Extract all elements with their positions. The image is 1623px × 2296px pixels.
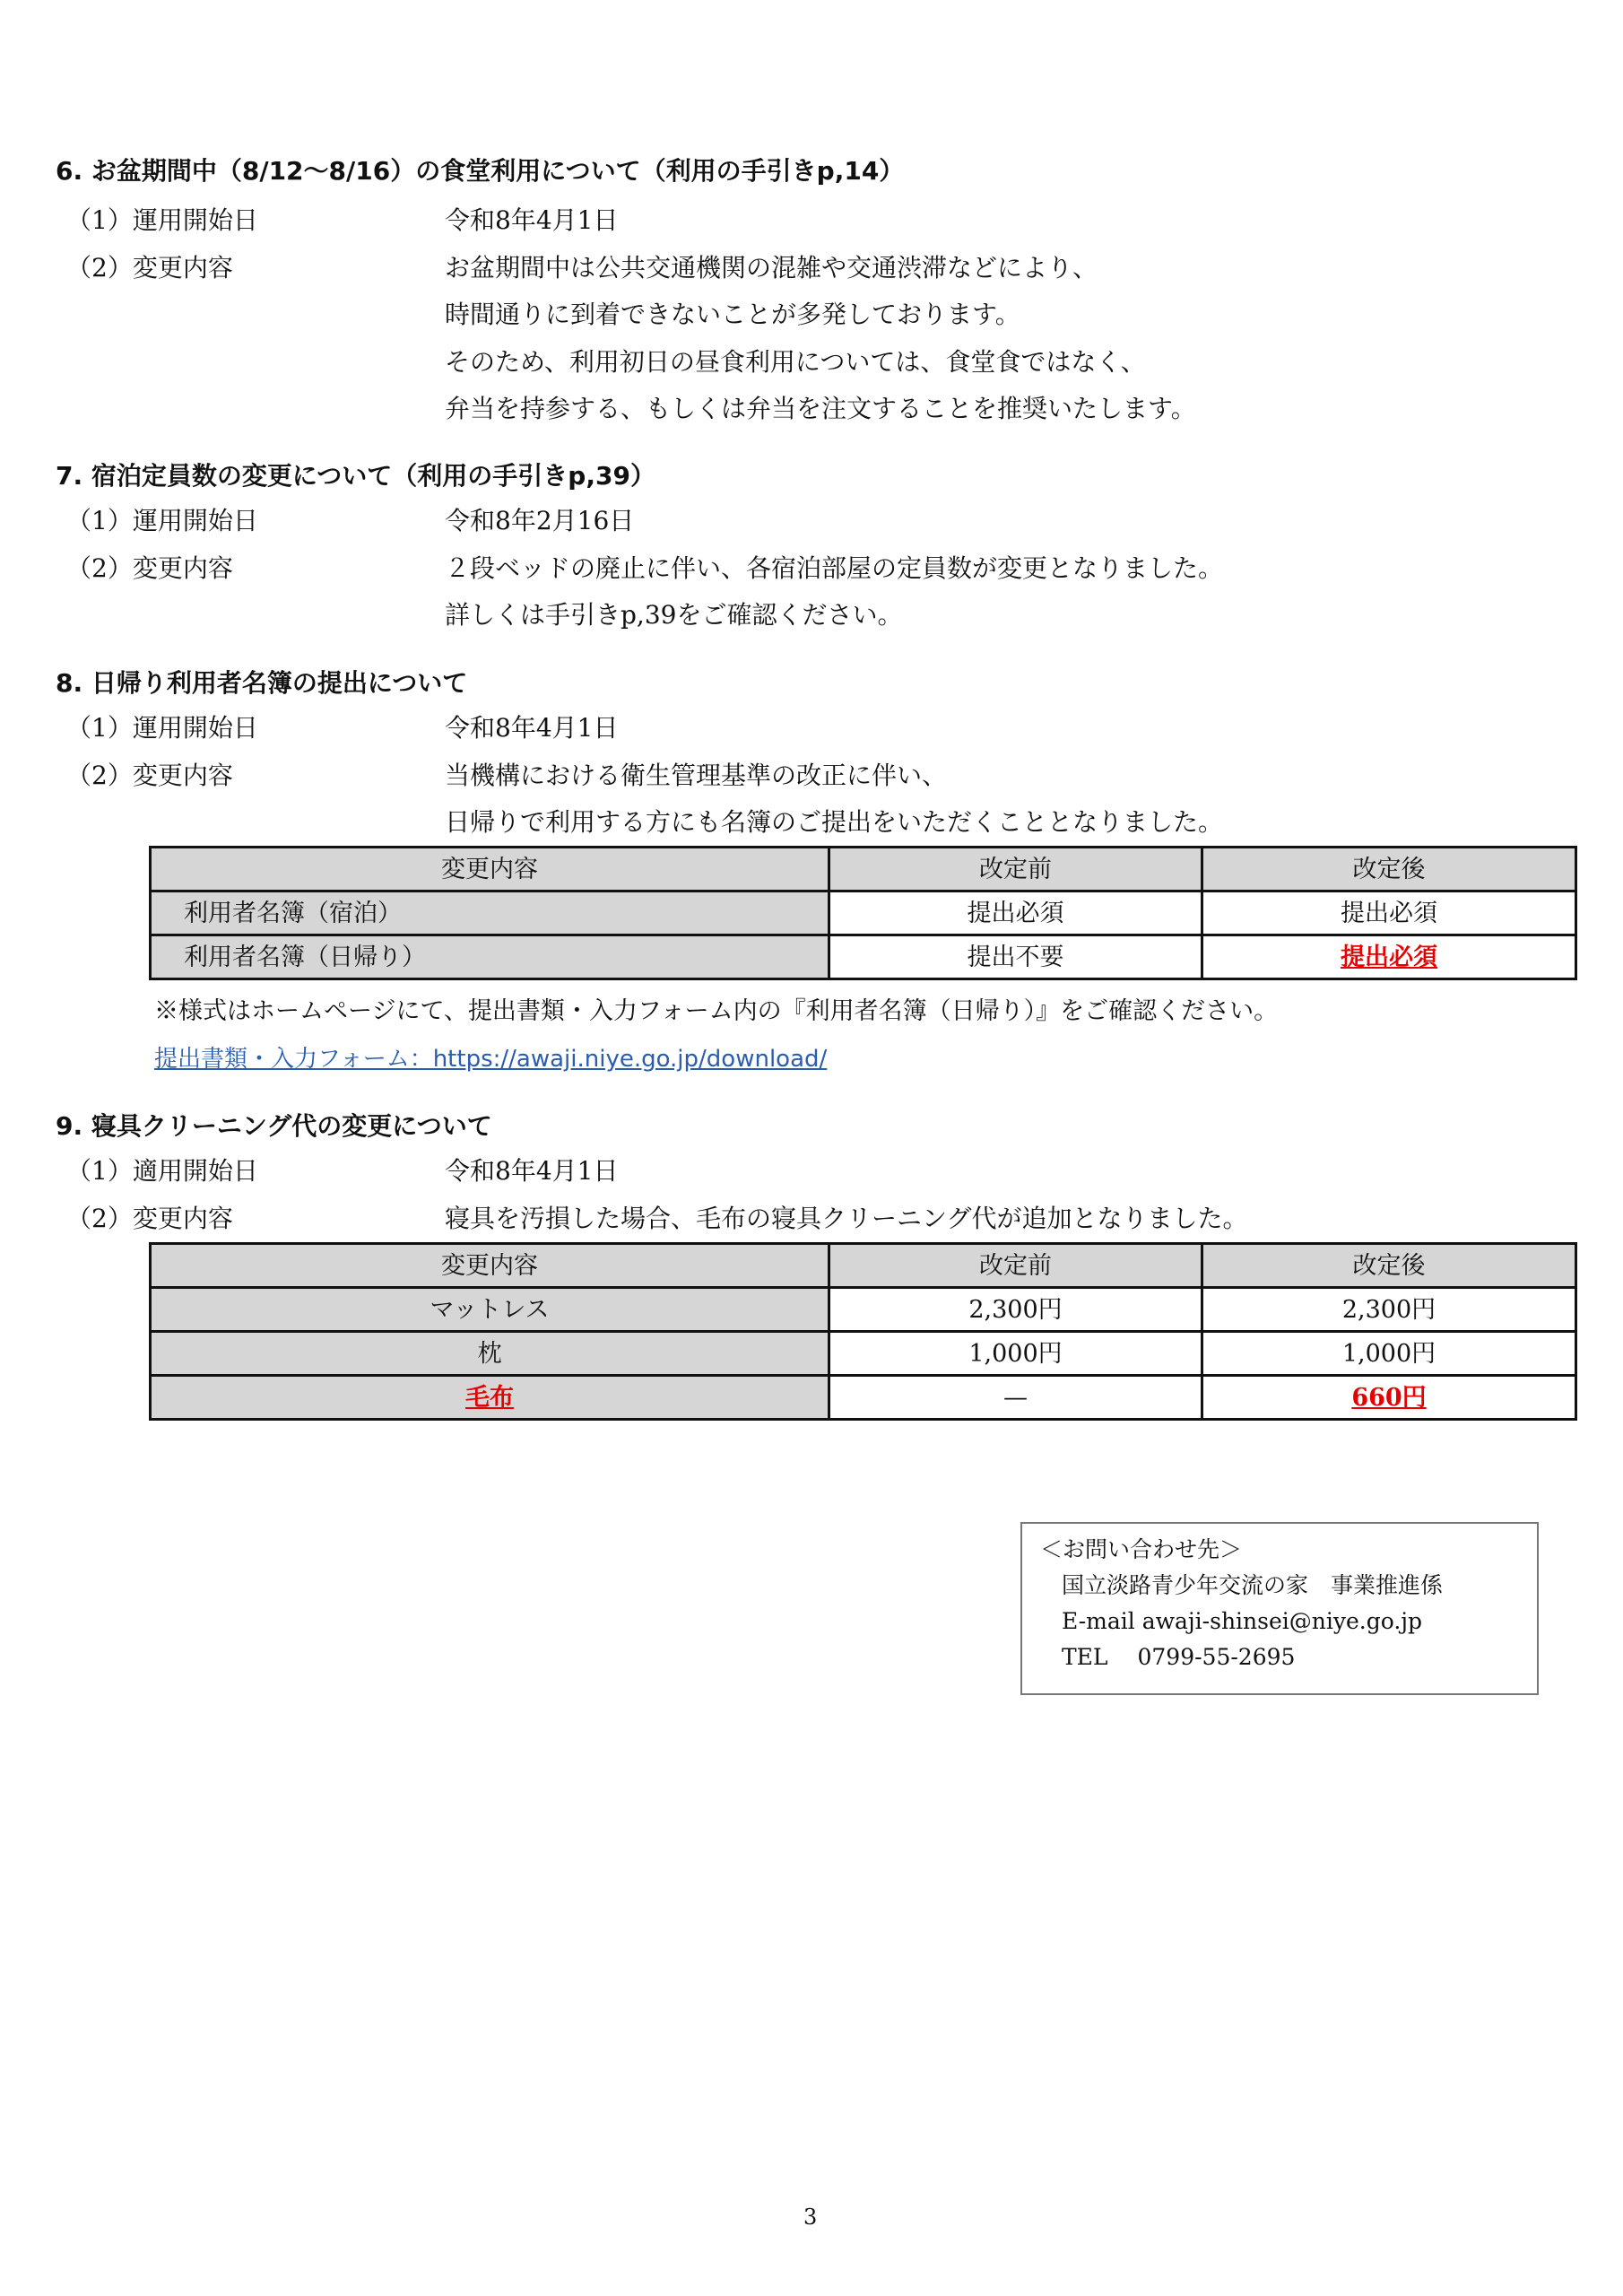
table-cell: マットレス (151, 1288, 829, 1332)
section-8-change-label: （2）変更内容 (66, 761, 233, 790)
table-cell: 枕 (151, 1332, 829, 1376)
section-7-line: 詳しくは手引きp,39をご確認ください。 (445, 600, 903, 630)
highlight-text: 660円 (1351, 1383, 1427, 1412)
section-8-heading: 8. 日帰り利用者名簿の提出について (56, 668, 468, 698)
table-header-cell: 変更内容 (151, 848, 829, 891)
roster-table (149, 846, 1577, 980)
section-7-heading: 7. 宿泊定員数の変更について（利用の手引きp,39） (56, 461, 655, 491)
table-header-cell: 改定後 (1202, 848, 1576, 891)
table-header-cell: 改定前 (829, 848, 1202, 891)
table-header-cell: 変更内容 (151, 1244, 829, 1288)
table-cell-highlight (151, 1376, 829, 1420)
section-6-line: お盆期間中は公共交通機関の混雑や交通渋滞などにより、 (445, 253, 1098, 283)
section-7-line: ２段ベッドの廃止に伴い、各宿泊部屋の定員数が変更となりました。 (445, 553, 1224, 583)
section-8-start-date: 令和8年4月1日 (445, 713, 619, 743)
table-header-row (151, 848, 1576, 891)
table-row (151, 1288, 1576, 1332)
section-6-change-label: （2）変更内容 (66, 253, 233, 283)
contact-tel: TEL 0799-55-2695 (1062, 1644, 1296, 1670)
section-6-line: そのため、利用初日の昼食利用については、食堂食ではなく、 (445, 347, 1146, 377)
table-cell: 1,000円 (829, 1332, 1202, 1376)
section-6-line: 弁当を持参する、もしくは弁当を注文することを推奨いたします。 (445, 394, 1196, 423)
section-9-line: 寝具を汚損した場合、毛布の寝具クリーニング代が追加となりました。 (445, 1204, 1248, 1233)
table-cell: 2,300円 (1202, 1288, 1576, 1332)
section-8-line: 当機構における衛生管理基準の改正に伴い、 (445, 761, 948, 790)
table-cell: 提出必須 (829, 891, 1202, 935)
section-8-line: 日帰りで利用する方にも名簿のご提出をいただくこととなりました。 (445, 807, 1224, 837)
section-8-note: ※様式はホームページにて、提出書類・入力フォーム内の『利用者名簿（日帰り）』をご確認ください。 (154, 997, 1279, 1025)
table-cell: 利用者名簿（宿泊） (151, 891, 829, 935)
section-6-heading: 6. お盆期間中（8/12〜8/16）の食堂利用について（利用の手引きp,14） (56, 156, 905, 186)
section-6-start-label: （1）運用開始日 (66, 205, 258, 235)
contact-title: ＜お問い合わせ先＞ (1040, 1536, 1243, 1562)
section-6-start-date: 令和8年4月1日 (445, 205, 619, 235)
download-link[interactable]: 提出書類・入力フォーム：https://awaji.niye.go.jp/download/ (154, 1046, 828, 1073)
table-header-row (151, 1244, 1576, 1288)
contact-org: 国立淡路青少年交流の家 事業推進係 (1062, 1572, 1444, 1598)
cleaning-fee-table (149, 1242, 1577, 1421)
table-row (151, 1332, 1576, 1376)
table-cell: — (829, 1376, 1202, 1420)
table-row (151, 1376, 1576, 1420)
table-cell: 利用者名簿（日帰り） (151, 935, 829, 979)
section-9-start-label: （1）適用開始日 (66, 1156, 258, 1186)
table-header-cell: 改定前 (829, 1244, 1202, 1288)
section-6-line: 時間通りに到着できないことが多発しております。 (445, 300, 1020, 329)
table-cell-highlight (1202, 935, 1576, 979)
table-header-cell: 改定後 (1202, 1244, 1576, 1288)
table-cell: 提出必須 (1202, 891, 1576, 935)
highlight-text: 提出必須 (1341, 943, 1437, 971)
section-8-start-label: （1）運用開始日 (66, 713, 258, 743)
table-cell: 2,300円 (829, 1288, 1202, 1332)
table-cell: 1,000円 (1202, 1332, 1576, 1376)
section-7-start-label: （1）運用開始日 (66, 506, 258, 535)
page-number: 3 (803, 2205, 818, 2230)
section-7-start-date: 令和8年2月16日 (445, 506, 635, 535)
table-cell: 提出不要 (829, 935, 1202, 979)
section-9-heading: 9. 寝具クリーニング代の変更について (56, 1111, 492, 1141)
table-cell-highlight (1202, 1376, 1576, 1420)
section-9-change-label: （2）変更内容 (66, 1204, 233, 1233)
contact-email: E-mail awaji-shinsei@niye.go.jp (1062, 1608, 1423, 1634)
section-7-change-label: （2）変更内容 (66, 553, 233, 583)
table-row (151, 935, 1576, 979)
highlight-text: 毛布 (465, 1383, 514, 1412)
table-row (151, 891, 1576, 935)
contact-box (1020, 1522, 1539, 1695)
section-9-start-date: 令和8年4月1日 (445, 1156, 619, 1186)
